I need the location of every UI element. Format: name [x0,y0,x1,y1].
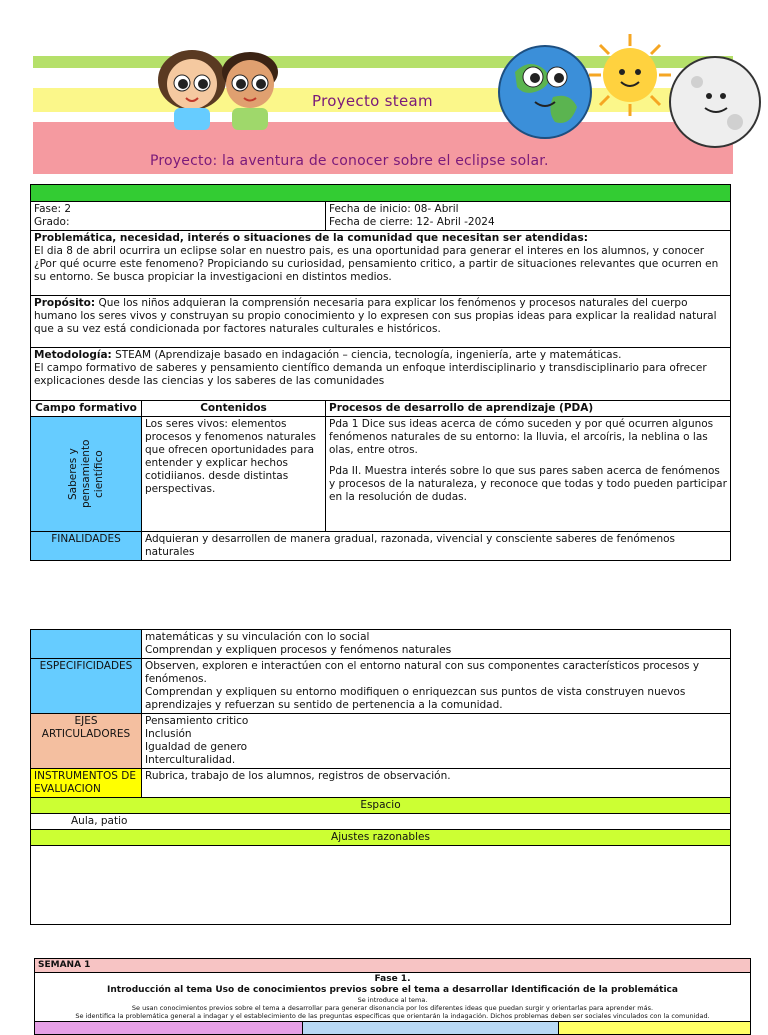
pda-1: Pda 1 Dice sus ideas acerca de cómo suceden y por qué ocurren algunos fenómenos naturales de su entorno: la lluvia, el arcoíris, la neblina o las olas, entre otros. [329,418,714,456]
header-contenidos: Contenidos [142,401,326,417]
continuation-campo-cell [31,630,142,659]
fase-1-line: Se identifica la problemática general a indagar y el establecimiento de las preguntas específicas que orientarán la indagación. Dichos problemas deben ser sociales vinculados con la comunidad. [75,1012,710,1020]
problematica-text: El dia 8 de abril ocurrira un eclipse solar en nuestro pais, es una oportunidad para generar el interes en los alumnos, y conocer ¿Por qué ocurre este fenomeno? Propiciando su curiosidad, pensamiento critico, a partir de situaciones relevantes que ocurren en su entorno. Se busca propiciar la investigacioni en distintos medios. [34,245,719,283]
moon-illustration [665,52,765,152]
fase-1-title: Fase 1. [374,974,411,984]
banner-title: Proyecto steam [312,92,433,110]
problematica-cell [31,231,731,296]
desarrollo-header-cell [303,1022,559,1035]
fechas-cell [326,202,731,231]
especificidades-text-2: Comprendan y expliquen su entorno modifiquen o enriquezcan sus puntos de vista construyen nuevos aprendizajes y refuerzan su sentido de pertenencia a la comunidad. [145,686,686,711]
fecha-cierre: Fecha de cierre: 12- Abril -2024 [329,216,495,228]
finalidades-text: Adquieran y desarrollen de manera gradual, razonada, vivencial y consciente saberes de fenómenos naturales [142,532,731,561]
espacio-label: Espacio [31,798,731,814]
instrumentos-label: INSTRUMENTOS DE EVALUACION [31,769,142,798]
metodologia-text-1: STEAM (Aprendizaje basado en indagación – ciencia, tecnología, ingeniería, arte y matemáticas. [111,349,622,361]
ajustes-content [31,846,731,925]
eje-item: Pensamiento critico [145,715,249,727]
fase-1-line: Se usan conocimientos previos sobre el tema a desarrollar para generar disonancia por los diferentes ideas que puedan surgir y orientarlas para aprender más. [131,1004,654,1012]
continuation-line-2: Comprendan y expliquen procesos y fenómenos naturales [145,644,452,656]
contenidos-text: Los seres vivos: elementos procesos y fenomenos naturales que ofrecen oportunidades para entender y explicar hechos cotidiianos. desde distintas perspectivas. [142,417,326,532]
children-illustration [140,38,300,138]
fase-text: Fase: 2 [34,203,71,215]
continuation-line-1: matemáticas y su vinculación con lo social [145,631,370,643]
pda-2: Pda II. Muestra interés sobre lo que sus pares saben acerca de fenómenos y procesos de la naturaleza, y reconoce que todas y todo pueden participar en la resolución de dudas. [329,465,727,503]
cierre-header-cell [559,1022,751,1035]
continuation-contenidos-cell [142,630,731,659]
fase-1-subtitle: Introducción al tema Uso de conocimientos previos sobre el tema a desarrollar Identificación de la problemática [107,985,678,995]
campo-formativo-cell [31,417,142,532]
proposito-cell [31,296,731,348]
fase-block [35,973,751,1022]
table-header-bar [31,185,731,202]
semana-table [34,958,751,1035]
grado-text: Grado: [34,216,70,228]
problematica-label: Problemática, necesidad, interés o situaciones de la comunidad que necesitan ser atendidas: [34,232,588,244]
proposito-text: Que los niños adquieran la comprensión necesaria para explicar los fenómenos y procesos naturales del cuerpo humano los seres vivos y construyan su propio conocimiento y lo expresen con sus propias ideas para explicar la realidad natural que a su vez está condicionada por factores naturales culturales e históricos. [34,297,717,335]
eje-item: Inclusión [145,728,192,740]
instrumentos-text: Rubrica, trabajo de los alumnos, registros de observación. [142,769,731,798]
semana-label: SEMANA 1 [35,959,751,973]
metodologia-cell [31,348,731,401]
fecha-inicio: Fecha de inicio: 08- Abril [329,203,459,215]
especificidades-text-1: Observen, exploren e interactúen con el entorno natural con sus componentes característicos procesos y fenómenos. [145,660,700,685]
metodologia-label: Metodología: [34,349,112,361]
ejes-articuladores-label: EJES ARTICULADORES [31,714,142,769]
eje-item: Igualdad de genero [145,741,248,753]
eje-item: Interculturalidad. [145,754,236,766]
fase-1-line: Se introduce al tema. [357,996,428,1004]
fase-cell [31,202,326,231]
planning-table-top [30,184,731,561]
banner-subtitle: Proyecto: la aventura de conocer sobre el eclipse solar. [150,153,549,169]
earth-illustration [495,42,595,142]
pda-cell [326,417,731,532]
ejes-articuladores-cell [142,714,731,769]
header-procesos: Procesos de desarrollo de aprendizaje (PDA) [326,401,731,417]
espacio-text: Aula, patio [31,814,731,830]
finalidades-label: FINALIDADES [31,532,142,561]
sun-illustration [585,30,675,120]
inicio-header-cell [35,1022,303,1035]
campo-formativo-name: Saberes y pensamiento científico [66,439,105,509]
metodologia-text-2: El campo formativo de saberes y pensamiento científico demanda un enfoque interdisciplinario y transdisciplinario para ofrecer explicaciones desde las ciencias y los saberes de las comunidades [34,362,707,387]
planning-table-middle [30,629,731,925]
ajustes-label: Ajustes razonables [31,830,731,846]
especificidades-cell [142,659,731,714]
especificidades-label: ESPECIFICIDADES [31,659,142,714]
proposito-label: Propósito: [34,297,96,309]
header-campo-formativo: Campo formativo [31,401,142,417]
